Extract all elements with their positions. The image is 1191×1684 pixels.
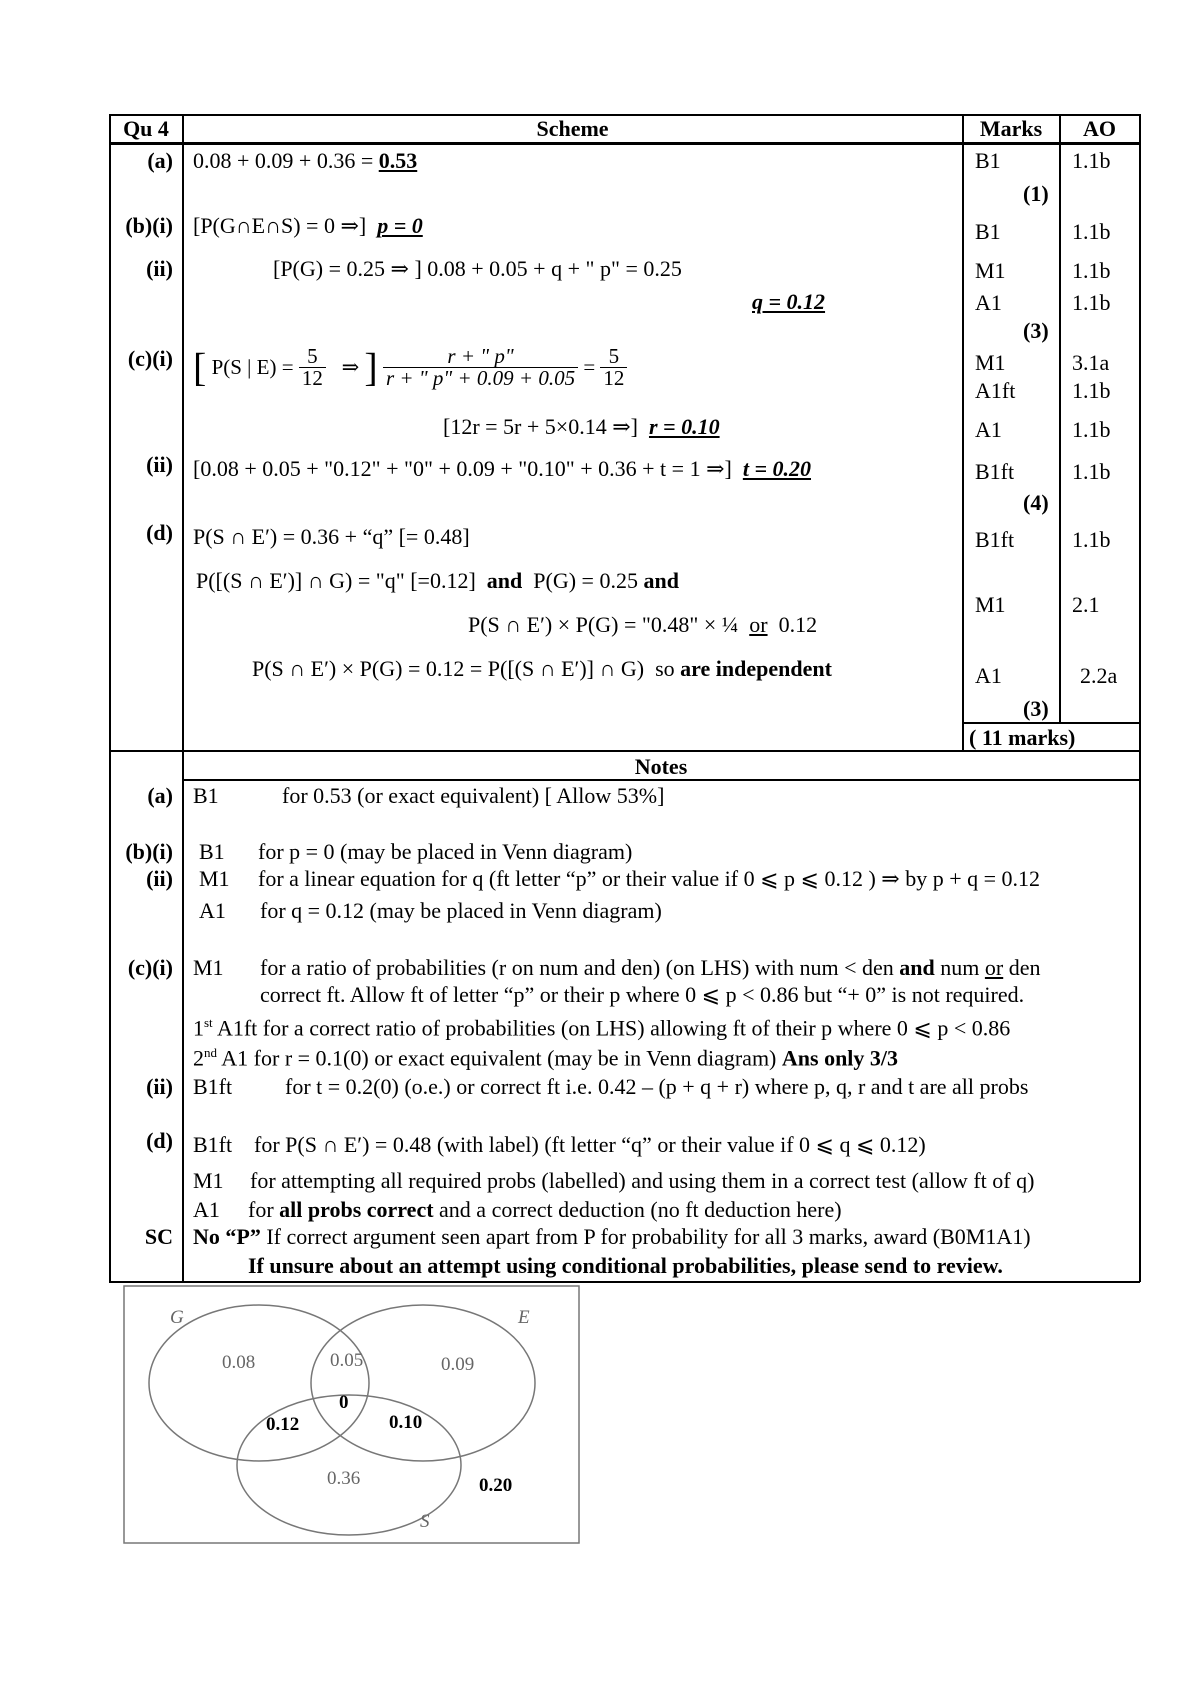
notes-d-label: (d) (146, 1128, 173, 1153)
part-ci2-ao: 1.1b (1072, 417, 1111, 442)
part-a-mark: B1 (975, 148, 1001, 173)
venn-label-g: G (170, 1307, 184, 1328)
part-cii-answer: t = 0.20 (742, 456, 811, 481)
notes-a-label: (a) (147, 783, 173, 808)
notes-title: Notes (634, 754, 688, 779)
part-bi-ao: 1.1b (1072, 219, 1111, 244)
part-bi-answer: p = 0 (377, 213, 423, 238)
notes-bii-text: for a linear equation for q (ft letter “p” or their value if 0 ⩽ p ⩽ 0.12 ) ⇒ by p + q = 0.12 (258, 866, 1041, 891)
col2-border (962, 114, 964, 750)
notes-ci-label: (c)(i) (127, 955, 173, 980)
part-a-answer: 0.53 (378, 148, 418, 173)
notes-sc-text: No “P” If correct argument seen apart from P for probability for all 3 marks, award (B0M1A1) (193, 1224, 1031, 1249)
venn-ges: 0 (339, 1392, 349, 1413)
part-d-line3: P(S ∩ E′) × P(G) = "0.48" × ¼ or 0.12 (468, 612, 818, 637)
part-cii-working: [0.08 + 0.05 + "0.12" + "0" + 0.09 + "0.10" + 0.36 + t = 1 ⇒] t = 0.20 (193, 456, 811, 481)
notes-ci-a1: 2nd A1 for r = 0.1(0) or exact equivalent (may be in Venn diagram) Ans only 3/3 (193, 1045, 899, 1071)
venn-s-only: 0.36 (327, 1468, 361, 1489)
header-scheme: Scheme (536, 116, 609, 141)
part-bii-answer: q = 0.12 (752, 289, 826, 314)
notes-d-code: B1ft (193, 1132, 233, 1157)
notes-d-a1-text: for all probs correct and a correct deduction (no ft deduction here) (248, 1197, 842, 1222)
part-cii-label: (ii) (146, 452, 173, 477)
notes-bii-a1-text: for q = 0.12 (may be placed in Venn diagram) (260, 898, 662, 923)
notes-a-text: for 0.53 (or exact equivalent) [ Allow 53%] (282, 783, 665, 808)
notes-d-a1-code: A1 (193, 1197, 220, 1222)
venn-frame (124, 1286, 579, 1543)
part-d-total: (3) (1023, 696, 1049, 721)
grand-total: ( 11 marks) (969, 725, 1076, 750)
notes-d-m1-code: M1 (193, 1168, 224, 1193)
part-ci-working: [ P(S | E) = $\frac{5}{12}$ ⇒ ] $\frac{r + " p"}{r + " p" + 0.09 + 0.05}$ = $\frac{5}{12}$ (193, 346, 627, 389)
col3-border (1059, 114, 1061, 722)
notes-sc-label: SC (144, 1224, 173, 1249)
part-ci2-mark: A1 (975, 417, 1002, 442)
venn-es: 0.10 (389, 1412, 423, 1433)
part-bii-m1-ao: 1.1b (1072, 258, 1111, 283)
notes-title-border (182, 779, 1140, 781)
notes-bi-text: for p = 0 (may be placed in Venn diagram) (258, 839, 633, 864)
part-bii-working: [P(G) = 0.25 ⇒ ] 0.08 + 0.05 + q + " p" = 0.25 (273, 256, 682, 281)
ci-rhs-fraction: $\frac{r + " p"}{r + " p" + 0.09 + 0.05}$ (383, 346, 578, 389)
part-a-label: (a) (147, 148, 173, 173)
part-d-line1: P(S ∩ E′) = 0.36 + “q” [= 0.48] (193, 524, 470, 549)
venn-g-only: 0.08 (222, 1352, 256, 1373)
part-ci-step2: [12r = 5r + 5×0.14 ⇒] r = 0.10 (443, 414, 720, 439)
notes-bii-a1-code: A1 (199, 898, 226, 923)
table-left-border (109, 114, 111, 1282)
part-d-label: (d) (146, 520, 173, 545)
part-d-line2: P([(S ∩ E′)] ∩ G) = "q" [=0.12] and P(G) = 0.25 and (196, 568, 679, 593)
ci-lhs-fraction: $\frac{5}{12}$ (299, 346, 326, 389)
col1-border (182, 114, 184, 1282)
header-qu: Qu 4 (123, 116, 169, 141)
notes-bii-label: (ii) (146, 866, 173, 891)
part-ci-a1-ao: 1.1b (1072, 378, 1111, 403)
part-d-a1: A1 (975, 663, 1002, 688)
venn-circle-g (149, 1305, 369, 1461)
part-c-total: (4) (1023, 490, 1049, 515)
part-d1-ao: 1.1b (1072, 527, 1111, 552)
notes-ci-text1: for a ratio of probabilities (r on num and den) (on LHS) with num < den and num or den (260, 955, 1041, 980)
notes-bii-code: M1 (199, 866, 230, 891)
part-ci-m1-ao: 3.1a (1072, 350, 1110, 375)
part-b-total: (3) (1023, 318, 1049, 343)
notes-cii-label: (ii) (146, 1074, 173, 1099)
part-d-line4: P(S ∩ E′) × P(G) = 0.12 = P([(S ∩ E′)] ∩ G) so are independent (252, 656, 832, 681)
notes-d-m1-text: for attempting all required probs (labelled) and using them in a correct test (allow ft of q) (250, 1168, 1035, 1193)
notes-ci-a1ft: 1st A1ft for a correct ratio of probabilities (on LHS) allowing ft of their p where 0 ⩽ p < 0.86 (193, 1015, 1011, 1041)
venn-label-s: S (420, 1511, 430, 1532)
part-ci-label: (c)(i) (127, 346, 173, 371)
part-ci-m1: M1 (975, 350, 1006, 375)
part-bi-mark: B1 (975, 219, 1001, 244)
part-bii-label: (ii) (146, 256, 173, 281)
venn-circle-e (311, 1305, 535, 1461)
notes-d-text: for P(S ∩ E′) = 0.48 (with label) (ft letter “q” or their value if 0 ⩽ q ⩽ 0.12) (254, 1132, 926, 1157)
part-a-ao: 1.1b (1072, 148, 1111, 173)
header-bottom-border (109, 142, 1140, 145)
notes-ci-code: M1 (193, 955, 224, 980)
part-bii-m1: M1 (975, 258, 1006, 283)
part-ci-answer: r = 0.10 (648, 414, 720, 439)
header-ao: AO (1083, 116, 1116, 141)
notes-bi-label: (b)(i) (125, 839, 173, 864)
part-d-m1: M1 (975, 592, 1006, 617)
part-cii-mark: B1ft (975, 459, 1015, 484)
notes-review: If unsure about an attempt using conditional probabilities, please send to review. (248, 1253, 1003, 1278)
scheme-bottom-border (109, 750, 1140, 752)
venn-ge: 0.05 (330, 1350, 364, 1371)
notes-ci-text2: correct ft. Allow ft of letter “p” or their p where 0 ⩽ p < 0.86 but “+ 0” is not required. (260, 982, 1025, 1007)
venn-gs: 0.12 (266, 1414, 300, 1435)
venn-outside: 0.20 (479, 1475, 513, 1496)
header-marks: Marks (979, 116, 1043, 141)
notes-cii-code: B1ft (193, 1074, 233, 1099)
part-cii-ao: 1.1b (1072, 459, 1111, 484)
venn-label-e: E (518, 1307, 530, 1328)
venn-e-only: 0.09 (441, 1354, 475, 1375)
ci-rhs2-fraction: $\frac{5}{12}$ (600, 346, 627, 389)
notes-cii-text: for t = 0.2(0) (o.e.) or correct ft i.e. 0.42 – (p + q + r) where p, q, r and t are all probs (285, 1074, 1029, 1099)
notes-a-code: B1 (193, 783, 219, 808)
total-top-border (962, 722, 1140, 724)
table-right-border (1139, 114, 1141, 1282)
part-d1-mark: B1ft (975, 527, 1015, 552)
part-bii-a1: A1 (975, 290, 1002, 315)
notes-bi-code: B1 (199, 839, 225, 864)
part-ci-a1: A1ft (975, 378, 1016, 403)
part-bii-a1-ao: 1.1b (1072, 290, 1111, 315)
table-bottom-border (109, 1281, 1140, 1283)
part-bi-working: [P(G∩E∩S) = 0 ⇒] p = 0 (193, 213, 423, 238)
part-a-total: (1) (1023, 181, 1049, 206)
part-d-a1-ao: 2.2a (1080, 663, 1118, 688)
venn-circle-s (237, 1395, 461, 1535)
part-d-m1-ao: 2.1 (1072, 592, 1100, 617)
part-bi-label: (b)(i) (125, 213, 173, 238)
part-a-working: 0.08 + 0.09 + 0.36 = 0.53 (193, 148, 418, 173)
